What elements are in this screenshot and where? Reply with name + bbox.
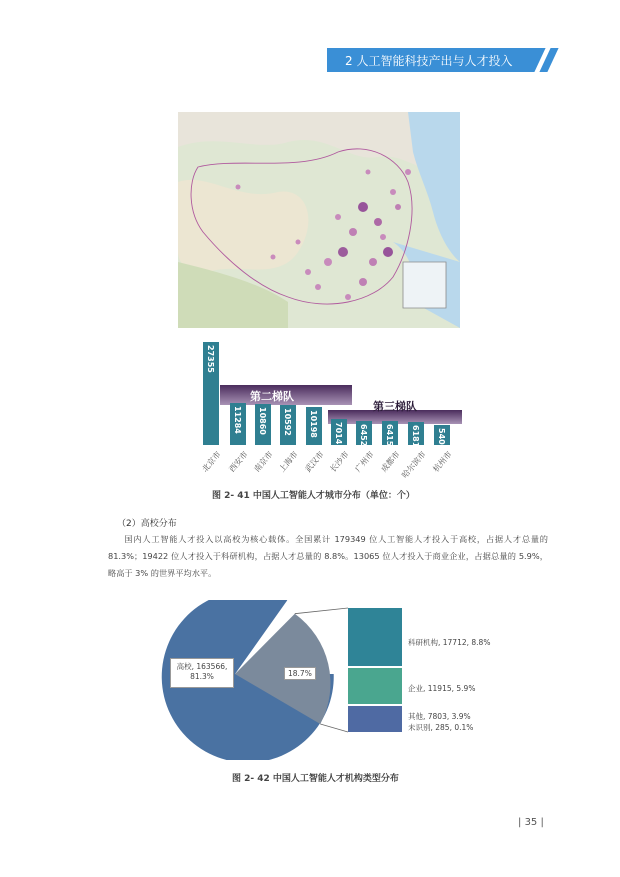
breakout-percent-label: 18.7% (284, 667, 316, 680)
research-segment (348, 608, 402, 666)
bar-value-label: 10860 (258, 407, 267, 436)
city-tick-label: 北京市 (200, 449, 223, 474)
city-tick-label: 成都市 (379, 449, 402, 474)
enterprise-segment (348, 668, 402, 704)
chapter-header (327, 48, 527, 72)
city-tick-label: 长沙市 (328, 449, 351, 474)
institution-pie-chart (160, 600, 520, 760)
research-label: 科研机构, 17712, 8.8% (408, 638, 491, 647)
china-talent-map (178, 112, 460, 328)
city-tick-label: 南京市 (252, 449, 275, 474)
page-number: | 35 | (518, 817, 544, 828)
chapter-title: 2 人工智能科技产出与人才投入 (345, 54, 513, 68)
city-tick-label: 西安市 (227, 449, 250, 474)
pie-chart-caption: 图 2- 42 中国人工智能人才机构类型分布 (232, 774, 399, 784)
city-tick-label: 上海市 (277, 449, 300, 474)
page-number-value: 35 (524, 817, 538, 828)
bar-value-label: 6181 (411, 424, 420, 448)
enterprise-label: 企业, 11915, 5.9% (408, 684, 476, 693)
bar-value-label: 5401 (437, 427, 446, 450)
tier2-label: 第二梯队 (250, 390, 294, 403)
city-tick-label: 武汉市 (303, 449, 326, 474)
bar-chart-caption: 图 2- 41 中国人工智能人才城市分布（单位：个） (212, 491, 415, 501)
city-tick-label: 杭州市 (431, 449, 454, 474)
city-bar-chart (190, 340, 470, 490)
bar-value-label: 10592 (283, 408, 292, 437)
tier3-label: 第三梯队 (373, 400, 417, 413)
city-tick-label: 广州市 (353, 449, 376, 474)
section-paragraph: 国内人工智能人才投入以高校为核心载体。全国累计 179349 位人工智能人才投入于高校，占据人才总量的 81.3%；19422 位人才投入于科研机构，占据人才总量的 8.8%。13065 位人才投入于商业企业，占据总量的 5.9%，略高于 3% 的世界平均水平。 (108, 534, 548, 578)
bar-value-label: 6452 (359, 423, 368, 447)
university-label-box: 高校, 163566, 81.3% (170, 658, 234, 688)
map-image (178, 112, 460, 328)
unknown-label: 未识别, 285, 0.1% (408, 723, 474, 732)
section-heading: （2）高校分布 (117, 519, 177, 529)
bar-value-label: 7014 (334, 421, 343, 444)
bar-value-label: 11284 (233, 405, 242, 434)
bar-value-label: 27355 (206, 345, 215, 374)
bar-value-label: 10198 (309, 409, 318, 438)
other-segment (348, 706, 402, 732)
other-label: 其他, 7803, 3.9% (408, 712, 471, 721)
bar-value-label: 6415 (385, 423, 394, 447)
city-tick-label: 哈尔滨市 (400, 449, 428, 480)
